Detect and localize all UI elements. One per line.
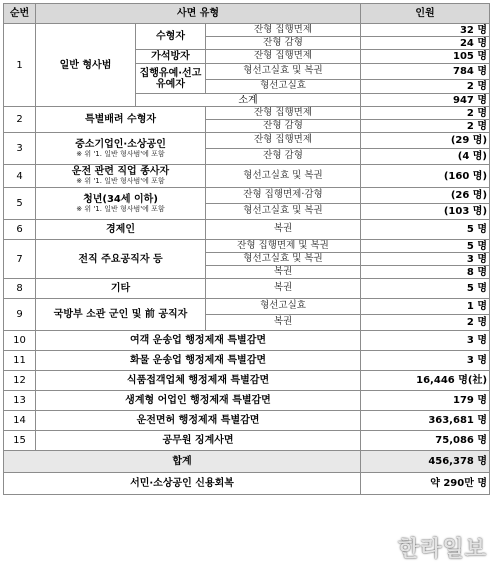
table-row xyxy=(4,188,490,204)
count-value: 24 명 xyxy=(361,37,490,50)
count-value: 105 명 xyxy=(361,50,490,64)
category-driving-workers xyxy=(36,165,206,188)
detail-text: 형선고실효 및 복권 xyxy=(206,204,361,220)
row-number: 9 xyxy=(4,299,36,331)
amnesty-table xyxy=(3,3,490,495)
count-value: 363,681 명 xyxy=(361,411,490,431)
detail-text: 잔형 감형 xyxy=(206,37,361,50)
header-type: 사면 유형 xyxy=(36,4,361,24)
detail-text: 잔형 집행면제 xyxy=(206,24,361,37)
count-value: 3 명 xyxy=(361,351,490,371)
detail-text: 복권 xyxy=(206,315,361,331)
total-row xyxy=(4,451,490,473)
count-value: 2 명 xyxy=(361,120,490,133)
count-value: 5 명 xyxy=(361,279,490,299)
table-row xyxy=(4,411,490,431)
category-special-inmates: 특별배려 수형자 xyxy=(36,107,206,133)
count-value: (4 명) xyxy=(361,149,490,165)
category-other: 기타 xyxy=(36,279,206,299)
table-row xyxy=(4,24,490,37)
row-number: 5 xyxy=(4,188,36,220)
category-business-leaders: 경제인 xyxy=(36,220,206,240)
total-label: 합계 xyxy=(4,451,361,473)
count-value: 2 명 xyxy=(361,315,490,331)
row-number: 8 xyxy=(4,279,36,299)
detail-text: 잔형 집행면제 xyxy=(206,50,361,64)
count-value: 32 명 xyxy=(361,24,490,37)
table-row xyxy=(4,431,490,451)
count-value: 3 명 xyxy=(361,331,490,351)
detail-text: 형선고실효 xyxy=(206,299,361,315)
total-value: 456,378 명 xyxy=(361,451,490,473)
count-value: 5 명 xyxy=(361,220,490,240)
count-value: 3 명 xyxy=(361,253,490,266)
header-row xyxy=(4,4,490,24)
row-number: 12 xyxy=(4,371,36,391)
credit-recovery-label: 서민·소상공인 신용회복 xyxy=(4,473,361,495)
detail-text: 형선고실효 xyxy=(206,80,361,94)
row-number: 14 xyxy=(4,411,36,431)
row-number: 2 xyxy=(4,107,36,133)
count-value: 16,446 명(社) xyxy=(361,371,490,391)
detail-text: 잔형 집행면제 xyxy=(206,133,361,149)
row-number: 3 xyxy=(4,133,36,165)
subtotal-value: 947 명 xyxy=(361,94,490,107)
category-civil-servant-discipline: 공무원 징계사면 xyxy=(36,431,361,451)
detail-text: 잔형 감형 xyxy=(206,149,361,165)
row-number: 4 xyxy=(4,165,36,188)
category-general-criminals: 일반 형사범 xyxy=(36,24,136,107)
count-value: (160 명) xyxy=(361,165,490,188)
count-value: (29 명) xyxy=(361,133,490,149)
category-fishermen: 생계형 어업인 행정제재 특별감면 xyxy=(36,391,361,411)
count-value: 2 명 xyxy=(361,107,490,120)
row-number: 6 xyxy=(4,220,36,240)
table-row xyxy=(4,299,490,315)
subcategory-inmates: 수형자 xyxy=(136,24,206,50)
table-row xyxy=(4,165,490,188)
table-row xyxy=(4,331,490,351)
count-value: (103 명) xyxy=(361,204,490,220)
table-row xyxy=(4,220,490,240)
row-number: 7 xyxy=(4,240,36,279)
subtotal-label: 소계 xyxy=(136,94,361,107)
detail-text: 잔형 집행면제 및 복권 xyxy=(206,240,361,253)
category-freight-transport: 화물 운송업 행정제재 특별감면 xyxy=(36,351,361,371)
count-value: (26 명) xyxy=(361,188,490,204)
category-label: 중소기업인·소상공인 xyxy=(75,138,166,150)
table-row xyxy=(4,351,490,371)
row-number: 10 xyxy=(4,331,36,351)
detail-text: 형선고실효 및 복권 xyxy=(206,64,361,80)
table-row xyxy=(4,107,490,120)
count-value: 2 명 xyxy=(361,80,490,94)
detail-text: 형선고실효 및 복권 xyxy=(206,253,361,266)
count-value: 5 명 xyxy=(361,240,490,253)
category-label: 청년(34세 이하) xyxy=(83,193,158,205)
table-row xyxy=(4,279,490,299)
detail-text: 잔형 감형 xyxy=(206,120,361,133)
count-value: 784 명 xyxy=(361,64,490,80)
category-driver-license: 운전면허 행정제재 특별감면 xyxy=(36,411,361,431)
header-number: 순번 xyxy=(4,4,36,24)
table-row xyxy=(4,133,490,149)
row-number: 15 xyxy=(4,431,36,451)
category-small-business xyxy=(36,133,206,165)
count-value: 179 명 xyxy=(361,391,490,411)
credit-row xyxy=(4,473,490,495)
watermark-logo: 한라일보 xyxy=(397,537,487,562)
category-defense: 국방부 소관 군인 및 前 공직자 xyxy=(36,299,206,331)
detail-text: 잔형 집행면제 xyxy=(206,107,361,120)
header-count: 인원 xyxy=(361,4,490,24)
category-youth xyxy=(36,188,206,220)
count-value: 1 명 xyxy=(361,299,490,315)
count-value: 8 명 xyxy=(361,266,490,279)
count-value: 75,086 명 xyxy=(361,431,490,451)
detail-text: 복권 xyxy=(206,266,361,279)
detail-text: 잔형 집행면제·감형 xyxy=(206,188,361,204)
detail-text: 복권 xyxy=(206,279,361,299)
detail-text: 형선고실효 및 복권 xyxy=(206,165,361,188)
category-note: ※ 위 '1. 일반 형사범'에 포함 xyxy=(76,177,165,186)
category-note: ※ 위 '1. 일반 형사범'에 포함 xyxy=(76,149,165,158)
category-passenger-transport: 여객 운송업 행정제재 특별감면 xyxy=(36,331,361,351)
row-number: 13 xyxy=(4,391,36,411)
category-label: 운전 관련 직업 종사자 xyxy=(71,166,170,178)
table-row xyxy=(4,371,490,391)
row-number: 11 xyxy=(4,351,36,371)
detail-text: 복권 xyxy=(206,220,361,240)
subcategory-parolees: 가석방자 xyxy=(136,50,206,64)
table-row xyxy=(4,240,490,253)
category-former-officials: 전직 주요공직자 등 xyxy=(36,240,206,279)
row-number: 1 xyxy=(4,24,36,107)
category-food-service: 식품접객업체 행정제재 특별감면 xyxy=(36,371,361,391)
credit-recovery-value: 약 290만 명 xyxy=(361,473,490,495)
table-row xyxy=(4,391,490,411)
category-note: ※ 위 '1. 일반 형사범'에 포함 xyxy=(76,204,165,213)
subcategory-suspended-sentence: 집행유예·선고유예자 xyxy=(136,64,206,94)
